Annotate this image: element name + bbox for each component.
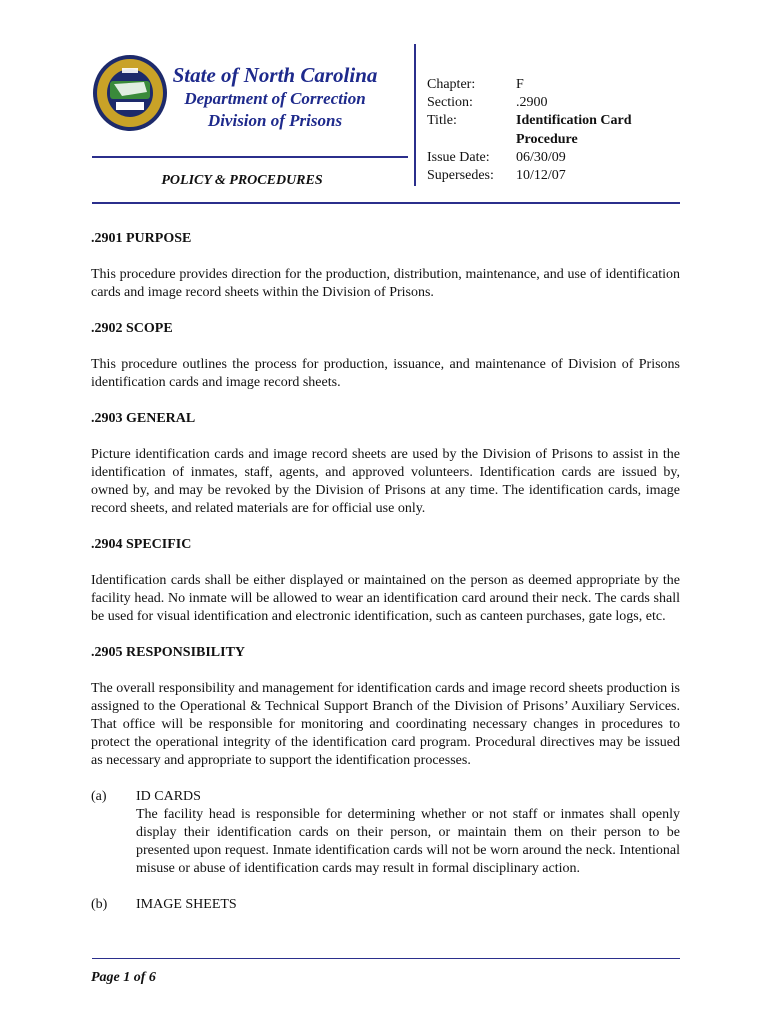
division-title: Division of Prisons xyxy=(207,111,343,130)
header-vertical-rule xyxy=(414,44,416,186)
item-b xyxy=(91,896,680,914)
item-b-label: (b) xyxy=(91,897,108,912)
policy-label: POLICY & PROCEDURES xyxy=(161,173,323,188)
item-a-title: ID CARDS xyxy=(136,789,201,804)
footer-rule xyxy=(92,958,680,959)
meta-chapter xyxy=(427,76,676,94)
purpose-text: This procedure provides direction for the production, distribution, maintenance, and use of identification cards and image record sheets within the Division of Prisons. xyxy=(91,267,680,300)
section-label: Section: xyxy=(427,95,473,111)
item-a-label: (a) xyxy=(91,789,107,804)
division-of-prisons-seal xyxy=(92,54,168,132)
agency-title-block xyxy=(170,62,380,132)
issue-date-label: Issue Date: xyxy=(427,149,490,165)
specific-heading: .2904 SPECIFIC xyxy=(91,537,192,552)
chapter-value: F xyxy=(516,77,524,92)
scope-heading: .2902 SCOPE xyxy=(91,321,173,336)
item-a xyxy=(91,788,680,878)
policy-body xyxy=(91,230,680,914)
supersedes-value: 10/12/07 xyxy=(516,168,566,184)
chapter-label: Chapter: xyxy=(427,77,476,92)
general-heading: .2903 GENERAL xyxy=(91,411,196,426)
department-title: Department of Correction xyxy=(184,89,366,108)
specific-text: Identification cards shall be either displayed or maintained on the person as deemed appropriate by the facility head. No inmate will be allowed to wear an identification card around their neck. The cards shall be used for visual identification and electronic identification, such as canteen purchases, gate logs, etc. xyxy=(91,573,680,624)
document-meta xyxy=(427,76,676,185)
meta-section xyxy=(427,94,676,112)
purpose-heading: .2901 PURPOSE xyxy=(91,231,192,246)
meta-issue-date xyxy=(427,149,676,167)
page-number: Page 1 of 6 xyxy=(91,970,156,985)
header-rule-full xyxy=(92,202,680,204)
meta-supersedes xyxy=(427,167,676,185)
item-a-text: The facility head is responsible for determining whether or not staff or inmates shall openly display their identification cards on their person, or maintain them on their person to be presented upon request. Inmate identification cards will not be worn around the neck. Intentional misuse or abuse of identification cards may result in formal disciplinary action. xyxy=(136,807,680,876)
header-rule-left xyxy=(92,156,408,158)
title-label: Title: xyxy=(427,113,457,129)
item-b-title: IMAGE SHEETS xyxy=(136,897,237,912)
section-value: .2900 xyxy=(516,95,548,111)
title-value-line1: Identification Card xyxy=(516,113,632,129)
supersedes-label: Supersedes: xyxy=(427,168,494,184)
meta-title xyxy=(427,112,676,130)
responsibility-heading: .2905 RESPONSIBILITY xyxy=(91,645,246,660)
title-value-line2: Procedure xyxy=(516,131,578,147)
responsibility-text: The overall responsibility and management for identification cards and image record sheets production is assigned to the Operational & Technical Support Branch of the Division of Prisons’ Auxiliary Services. That office will be responsible for monitoring and coordinating necessary changes in procedures to protect the operational integrity of the identification card program. Procedural directives may be issued as necessary and appropriate to support the identification processes. xyxy=(91,681,680,768)
issue-date-value: 06/30/09 xyxy=(516,149,566,165)
general-text: Picture identification cards and image record sheets are used by the Division of Prisons to assist in the identification of inmates, staff, agents, and approved volunteers. Identification cards are issued by, owned by, and may be revoked by the Division of Prisons at any time. The identification cards, image record sheets, and related materials are for official use only. xyxy=(91,447,680,516)
scope-text: This procedure outlines the process for production, issuance, and maintenance of Division of Prisons identification cards and image record sheets. xyxy=(91,357,680,390)
meta-title-cont xyxy=(427,131,676,149)
state-title: State of North Carolina xyxy=(172,63,378,87)
